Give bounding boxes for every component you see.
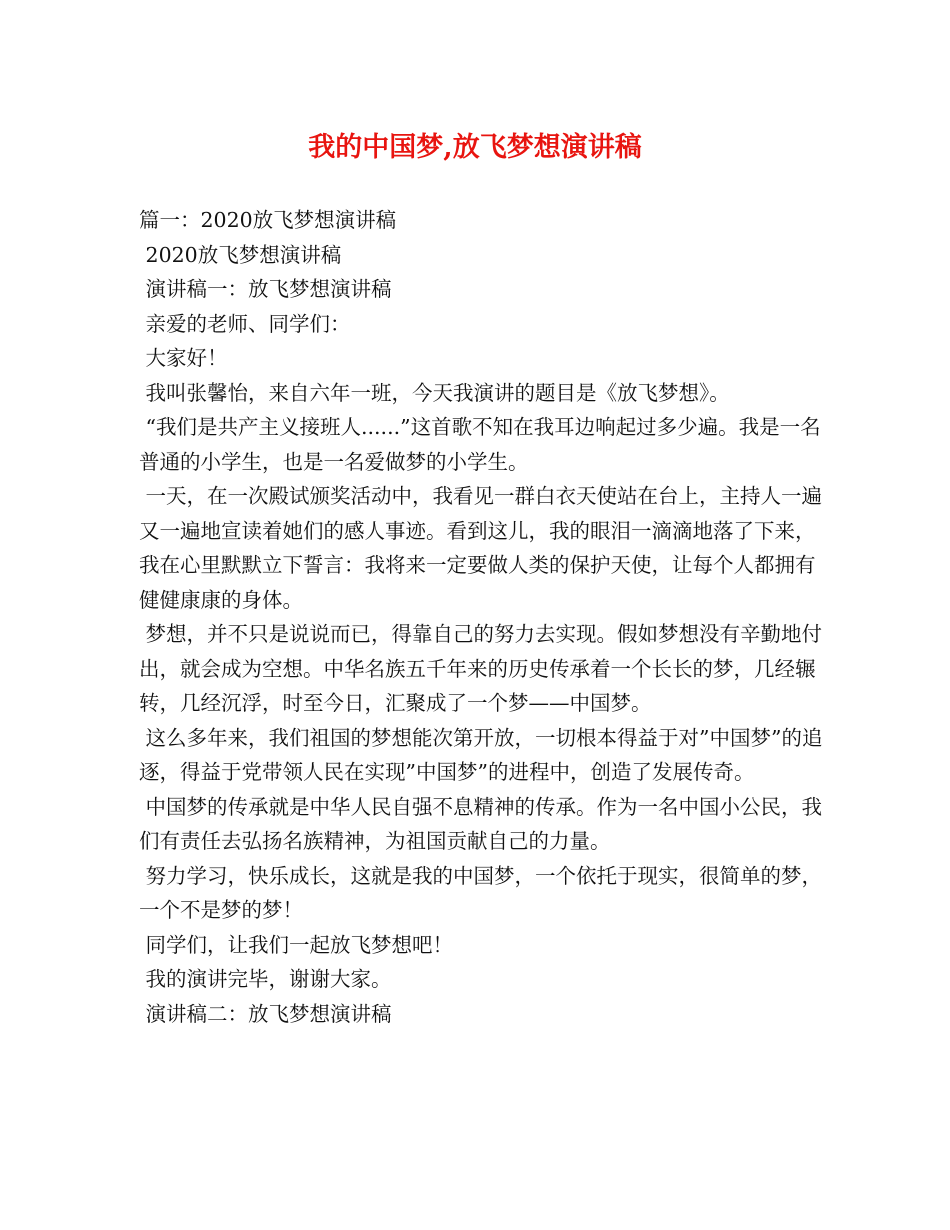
paragraph-call-to-action: 同学们，让我们一起放飞梦想吧！ — [139, 932, 454, 957]
paragraph-closing: 我的演讲完毕，谢谢大家。 — [139, 967, 392, 991]
paragraph-study: 努力学习，快乐成长，这就是我的中国梦，一个依托于现实，很简单的梦，一个不是梦的梦！ — [139, 863, 823, 922]
paragraph-story: 一天，在一次殿试颁奖活动中，我看见一群白衣天使站在台上，主持人一遍又一遍地宣读着她们的感人事迹。看到这儿，我的眼泪一滴滴地落了下来，我在心里默默立下誓言：我将来一定要做人类的保护天使，让每个人都拥有健健康康的身体。 — [139, 484, 823, 612]
paragraph-speech-two-heading: 演讲稿二：放飞梦想演讲稿 — [139, 1001, 392, 1026]
paragraph-introduction: 我叫张馨怡，来自六年一班，今天我演讲的题目是《放飞梦想》。 — [139, 380, 730, 405]
document-body — [139, 203, 829, 1031]
paragraph-subtitle: 2020放飞梦想演讲稿 — [139, 242, 342, 267]
paragraph-song: “我们是共产主义接班人......”这首歌不知在我耳边响起过多少遍。我是一名普通的小学生，也是一名爱做梦的小学生。 — [139, 415, 821, 474]
paragraph-heritage: 中国梦的传承就是中华人民自强不息精神的传承。作为一名中国小公民，我们有责任去弘扬名族精神，为祖国贡献自己的力量。 — [139, 794, 823, 853]
paragraph-dream-effort: 梦想，并不只是说说而已，得靠自己的努力去实现。假如梦想没有辛勤地付出，就会成为空想。中华名族五千年来的历史传承着一个长长的梦，几经辗转，几经沉浮，时至今日，汇聚成了一个梦——中国梦。 — [139, 622, 823, 715]
paragraph-china-dream: 这么多年来，我们祖国的梦想能次第开放，一切根本得益于对”中国梦”的追逐，得益于党带领人民在实现”中国梦”的进程中，创造了发展传奇。 — [139, 725, 823, 784]
paragraph-speech-one-heading: 演讲稿一：放飞梦想演讲稿 — [139, 277, 392, 301]
paragraph-heading: 篇一：2020放飞梦想演讲稿 — [139, 208, 397, 232]
document-title: 我的中国梦,放飞梦想演讲稿 — [308, 132, 642, 163]
paragraph-greeting: 大家好！ — [139, 346, 228, 370]
paragraph-salutation: 亲爱的老师、同学们： — [139, 311, 351, 336]
